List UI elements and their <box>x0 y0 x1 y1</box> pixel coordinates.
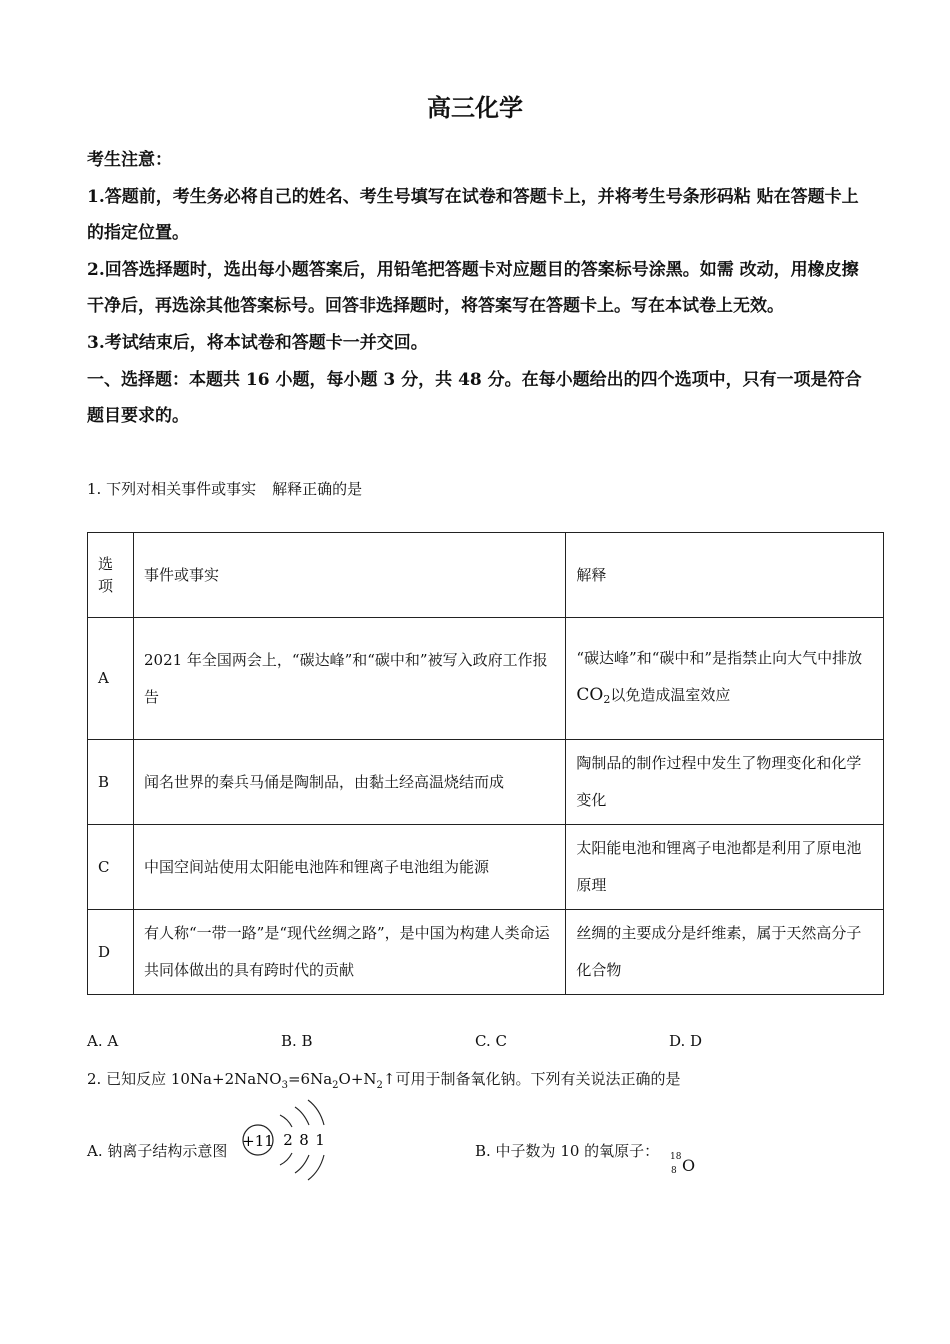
isotope-atomic-number: 8 <box>671 1166 677 1176</box>
shell-arc <box>295 1107 309 1125</box>
table-row <box>88 618 884 740</box>
row-a-explanation-text-a: “碳达峰”和“碳中和”是指禁止向大气中排放 <box>576 648 863 667</box>
row-b-fact: 闻名世界的秦兵马俑是陶制品，由黏土经高温烧结而成 <box>133 740 565 825</box>
shell-electrons-3: 1 <box>315 1131 325 1149</box>
shell-electrons-1: 2 <box>283 1131 293 1149</box>
notice-heading: 考生注意： <box>87 150 172 170</box>
co2-subscript: 2 <box>603 692 611 706</box>
co2-formula: CO <box>576 684 604 705</box>
shell-arc <box>280 1153 292 1165</box>
exam-notice <box>87 142 867 435</box>
notice-item-3: 3.考试结束后，将本试卷和答题卡一并交回。 <box>87 332 428 353</box>
header-fact: 事件或事实 <box>133 533 565 618</box>
row-d-option: D <box>88 910 134 995</box>
q2-sub-2: 2 <box>332 1080 339 1091</box>
row-a-fact: 2021 年全国两会上，“碳达峰”和“碳中和”被写入政府工作报告 <box>133 618 565 740</box>
row-a-explanation <box>566 618 884 740</box>
row-b-explanation: 陶制品的制作过程中发生了物理变化和化学变化 <box>566 740 884 825</box>
row-c-explanation: 太阳能电池和锂离子电池都是利用了原电池原理 <box>566 825 884 910</box>
shell-electrons-2: 8 <box>299 1131 309 1149</box>
header-option: 选项 <box>88 533 134 618</box>
table-row <box>88 740 884 825</box>
row-a-option: A <box>88 618 134 740</box>
section-heading: 一、选择题：本题共 16 小题，每小题 3 分，共 48 分。在每小题给出的四个选项中，只有一项是符合题目要求的。 <box>87 369 862 427</box>
shell-arc <box>308 1155 324 1180</box>
row-b-option: B <box>88 740 134 825</box>
header-explanation: 解释 <box>566 533 884 618</box>
sodium-ion-structure-diagram <box>240 1095 335 1185</box>
q2-option-b[interactable]: B. 中子数为 10 的氧原子： <box>475 1142 660 1160</box>
question-1-stem <box>87 478 362 499</box>
row-c-fact: 中国空间站使用太阳能电池阵和锂离子电池组为能源 <box>133 825 565 910</box>
table-row <box>88 825 884 910</box>
page-title: 高三化学 <box>427 93 523 122</box>
q2-sub-3: 2 <box>376 1080 383 1091</box>
oxygen-isotope-symbol <box>668 1150 708 1180</box>
q2-sub-1: 3 <box>281 1080 288 1091</box>
isotope-element-symbol: O <box>682 1156 696 1175</box>
question-1-stem-part-a: 1. 下列对相关事件或事实 <box>87 480 257 498</box>
shell-arc <box>295 1155 309 1173</box>
shell-arc <box>280 1115 292 1127</box>
q2-stem-d: ↑可用于制备氧化钠。下列有关说法正确的是 <box>382 1070 681 1088</box>
question-1-stem-part-b: 解释正确的是 <box>272 480 363 498</box>
q2-stem-c: O+N <box>338 1070 377 1088</box>
isotope-mass-number: 18 <box>670 1152 682 1162</box>
shell-arc <box>308 1100 324 1125</box>
notice-item-1: 1.答题前，考生务必将自己的姓名、考生号填写在试卷和答题卡上，并将考生号条形码粘 贴在答题卡上的指定位置。 <box>87 186 859 244</box>
q2-option-a[interactable]: A. 钠离子结构示意图 <box>87 1142 228 1160</box>
table-row <box>88 910 884 995</box>
table-header-row <box>88 533 884 618</box>
row-a-explanation-text-b: 以免造成温室效应 <box>610 685 731 704</box>
q2-stem-b: =6Na <box>287 1070 333 1088</box>
choice-d[interactable]: D. D <box>669 1032 703 1050</box>
q2-stem-a: 2. 已知反应 10Na+2NaNO <box>87 1070 282 1088</box>
row-d-explanation: 丝绸的主要成分是纤维素，属于天然高分子化合物 <box>566 910 884 995</box>
notice-item-2: 2.回答选择题时，选出每小题答案后，用铅笔把答题卡对应题目的答案标号涂黑。如需 改动，用橡皮擦干净后，再选涂其他答案标号。回答非选择题时，将答案写在答题卡上。写在本试卷上无效。 <box>87 259 859 317</box>
question-2-stem <box>87 1068 681 1091</box>
row-c-option: C <box>88 825 134 910</box>
question-1-table <box>87 532 884 995</box>
choice-b[interactable]: B. B <box>281 1032 313 1050</box>
choice-a[interactable]: A. A <box>87 1032 119 1050</box>
choice-c[interactable]: C. C <box>475 1032 507 1050</box>
row-d-fact: 有人称“一带一路”是“现代丝绸之路”，是中国为构建人类命运共同体做出的具有跨时代的贡献 <box>133 910 565 995</box>
nucleus-charge: +11 <box>242 1132 274 1150</box>
